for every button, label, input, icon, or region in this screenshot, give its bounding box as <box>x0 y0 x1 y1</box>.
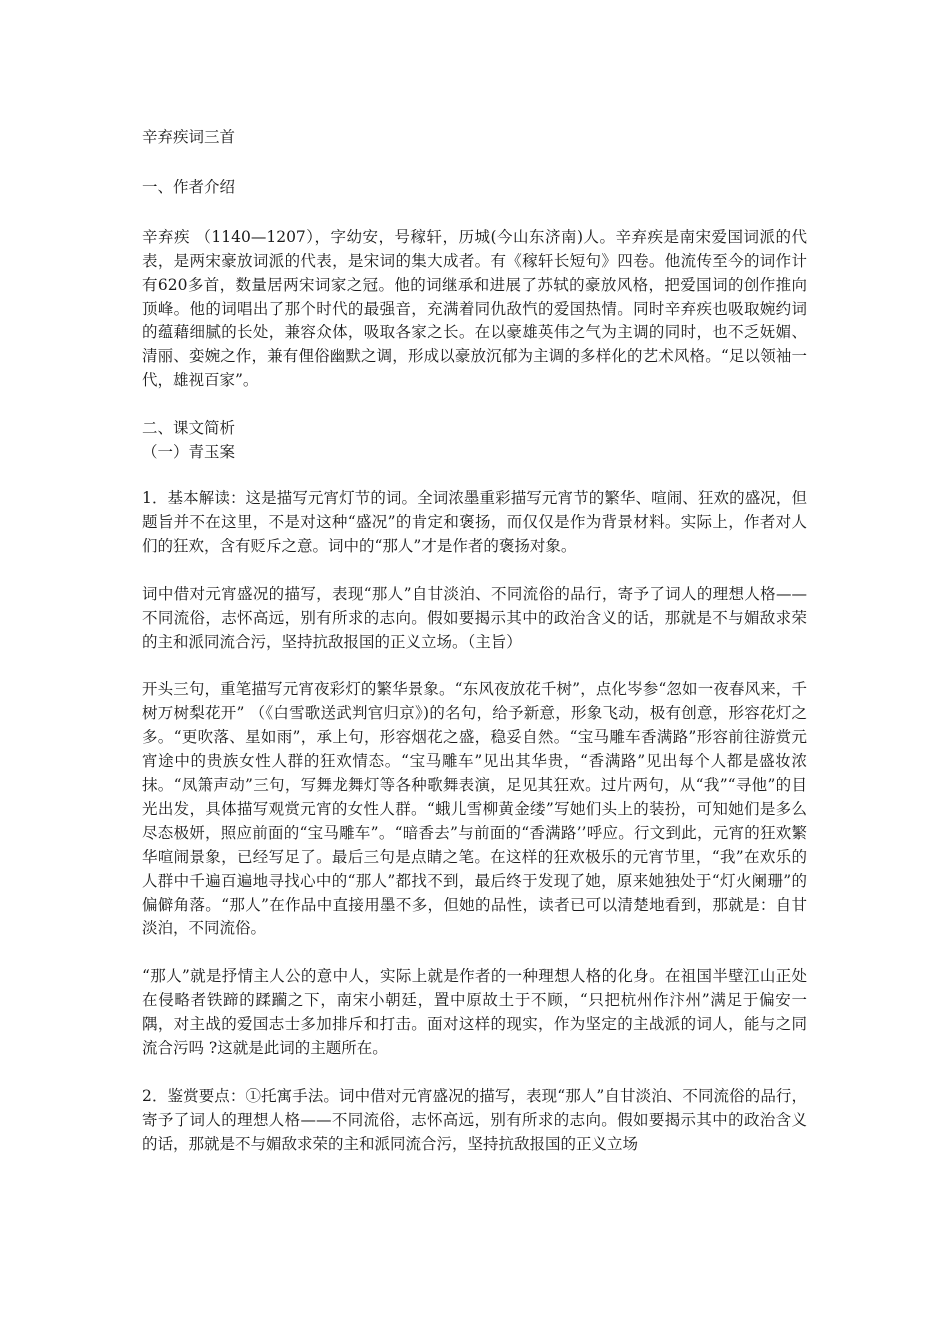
body-paragraph: 词中借对元宵盛况的描写，表现“那人”自甘淡泊、不同流俗的品行，寄予了词人的理想人格——不同流俗，志怀高远，别有所求的志向。假如要揭示其中的政治含义的话，那就是不与媚敌求荣的主和派同流合污，坚持抗敌报国的正义立场。（主旨） <box>142 584 807 651</box>
document-title: 辛弃疾词三首 <box>142 128 236 146</box>
document-page <box>142 126 807 1181</box>
section-heading-author: 一、作者介绍 <box>142 177 236 196</box>
author-intro-paragraph: 辛弃疾 （1140—1207），字幼安，号稼轩，历城(今山东济南)人。辛弃疾是南宋爱国词派的代表，是两宋豪放词派的代表，是宋词的集大成者。有《稼轩长短句》四卷。他流传至今的词作计有620多首，数量居两宋词家之冠。他的词继承和进展了苏轼的豪放风格，把爱国词的创作推向顶峰。他的词唱出了那个时代的最强音，充满着同仇敌忾的爱国热情。同时辛弃疾也吸取婉约词的蕴藉细腻的长处，兼容众体，吸取各家之长。在以豪雄英伟之气为主调的同时，也不乏妩媚、清丽、娈婉之作，兼有俚俗幽默之调，形成以豪放沉郁为主调的多样化的艺术风格。“足以领袖一代，雄视百家”。 <box>142 227 807 390</box>
body-paragraph: 1．基本解读：这是描写元宵灯节的词。全词浓墨重彩描写元宵节的繁华、喧闹、狂欢的盛况，但题旨并不在这里，不是对这种“盛况”的肯定和褒扬，而仅仅是作为背景材料。实际上，作者对人们的狂欢，含有贬斥之意。词中的“那人”才是作者的褒扬对象。 <box>142 488 807 555</box>
subsection-heading-qingyuan: （一）青玉案 <box>142 443 236 462</box>
section-heading-analysis: 二、课文简析 <box>142 419 236 438</box>
body-paragraph: “那人”就是抒情主人公的意中人，实际上就是作者的一种理想人格的化身。在祖国半壁江山正处在侵略者铁蹄的蹂躏之下，南宋小朝廷，置中原故土于不顾，“只把杭州作汴州”满足于偏安一隅，对主战的爱国志士多加排斥和打击。面对这样的现实，作为坚定的主战派的词人，能与之同流合污吗 ?这就是此词的主题所在。 <box>142 967 807 1058</box>
body-paragraph: 开头三句，重笔描写元宵夜彩灯的繁华景象。“东风夜放花千树”，点化岑参“忽如一夜春风来，千树万树梨花开” （《白雪歌送武判官归京》)的名句，给予新意，形象飞动，极有创意，形容花灯之多。“更吹落、星如雨”，承上句，形容烟花之盛，稳妥自然。“宝马雕车香满路”形容前往游赏元宵途中的贵族女性人群的狂欢情态。“宝马雕车”见出其华贵，“香满路”见出每个人都是盛妆浓抹。“凤箫声动”三句，写舞龙舞灯等各种歌舞表演，足见其狂欢。过片两句，从“我”“寻他”的目光出发，具体描写观赏元宵的女性人群。“蛾儿雪柳黄金缕”写她们头上的装扮，可知她们是多么尽态极妍，照应前面的“宝马雕车”。“暗香去”与前面的“香满路’’呼应。行文到此，元宵的狂欢繁华喧闹景象，已经写足了。最后三句是点睛之笔。在这样的狂欢极乐的元宵节里，“我”在欢乐的人群中千遍百遍地寻找心中的“那人”都找不到，最后终于发现了她，原来她独处于“灯火阑珊”的偏僻角落。“那人”在作品中直接用墨不多，但她的品性，读者已可以清楚地看到，那就是：自甘淡泊，不同流俗。 <box>142 680 807 938</box>
body-paragraph: 2．鉴赏要点：①托寓手法。词中借对元宵盛况的描写，表现“那人”自甘淡泊、不同流俗的品行，寄予了词人的理想人格——不同流俗，志怀高远，别有所求的志向。假如要揭示其中的政治含义的话，那就是不与媚敌求荣的主和派同流合污，坚持抗敌报国的正义立场 <box>142 1087 807 1153</box>
